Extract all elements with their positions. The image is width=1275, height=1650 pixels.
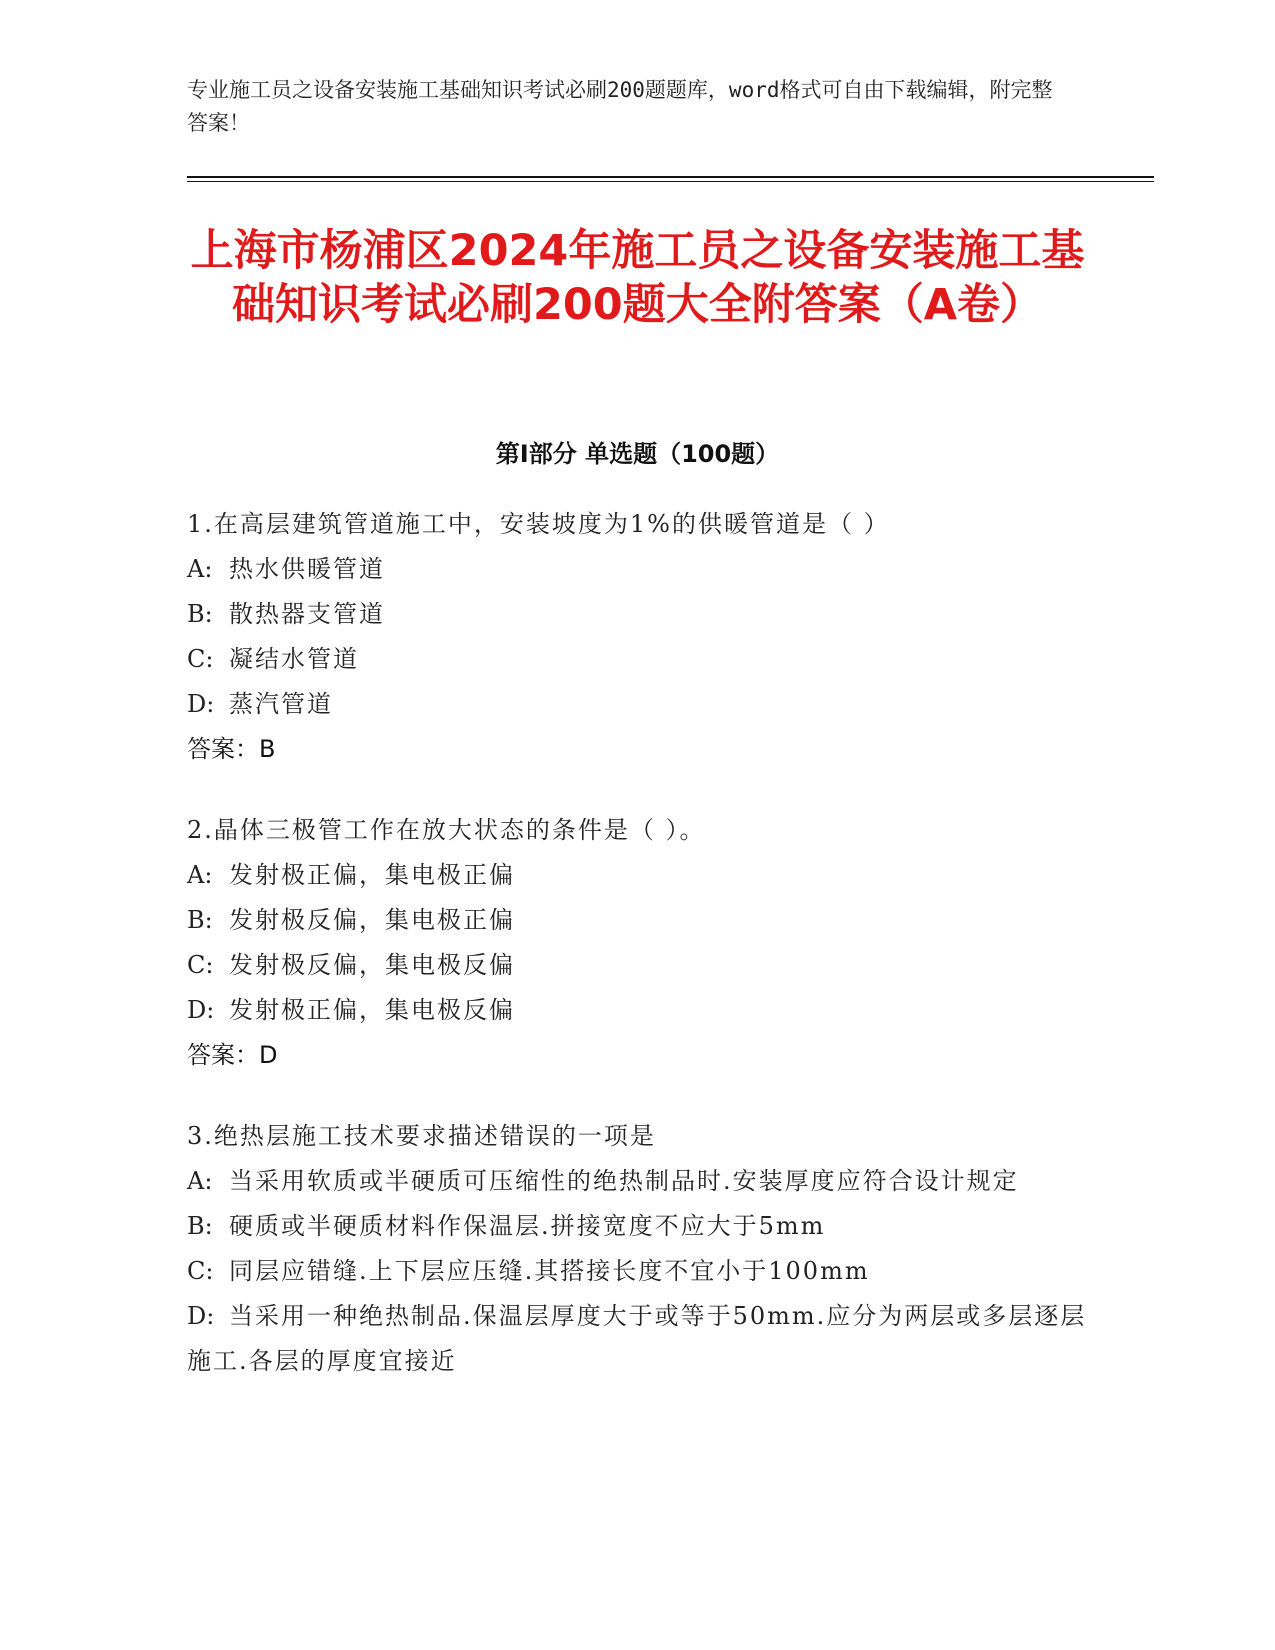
option-text: 发射极反偏，集电极正偏 <box>229 906 515 934</box>
option-a <box>187 853 1087 898</box>
option-text: 蒸汽管道 <box>229 690 333 718</box>
option-text: 当采用软质或半硬质可压缩性的绝热制品时.安装厚度应符合设计规定 <box>229 1167 1019 1195</box>
option-d <box>187 682 1087 727</box>
option-key: D: <box>187 690 215 718</box>
question-stem: 1.在高层建筑管道施工中，安装坡度为1%的供暖管道是（ ） <box>187 510 890 538</box>
option-text: 硬质或半硬质材料作保温层.拼接宽度不应大于5mm <box>229 1212 826 1240</box>
question-2 <box>187 808 1087 1078</box>
option-key: D: <box>187 996 215 1024</box>
header-note: 专业施工员之设备安装施工基础知识考试必刷200题题库，word格式可自由下载编辑，附完整答案！ <box>187 78 1053 135</box>
option-d <box>187 1294 1087 1384</box>
option-text: 散热器支管道 <box>229 600 385 628</box>
option-key: B: <box>187 906 213 934</box>
option-key: B: <box>187 600 213 628</box>
option-b <box>187 898 1087 943</box>
option-b <box>187 592 1087 637</box>
option-text: 发射极反偏，集电极反偏 <box>229 951 515 979</box>
header-rule-thick <box>187 176 1154 178</box>
answer: 答案：D <box>187 1041 278 1069</box>
option-text: 发射极正偏，集电极反偏 <box>229 996 515 1024</box>
option-a <box>187 547 1087 592</box>
header-rule-thin <box>187 181 1154 182</box>
option-key: C: <box>187 951 214 979</box>
option-key: C: <box>187 1257 214 1285</box>
question-1 <box>187 502 1087 772</box>
option-text: 同层应错缝.上下层应压缝.其搭接长度不宜小于100mm <box>229 1257 870 1285</box>
option-b <box>187 1204 1087 1249</box>
question-stem: 2.晶体三极管工作在放大状态的条件是（ ）。 <box>187 816 706 844</box>
question-stem: 3.绝热层施工技术要求描述错误的一项是 <box>187 1122 656 1150</box>
option-a <box>187 1159 1087 1204</box>
option-key: C: <box>187 645 214 673</box>
option-key: A: <box>187 555 213 583</box>
option-text: 热水供暖管道 <box>229 555 385 583</box>
option-d <box>187 988 1087 1033</box>
option-c <box>187 943 1087 988</box>
option-text: 当采用一种绝热制品.保温层厚度大于或等于50mm.应分为两层或多层逐层施工.各层的厚度宜接近 <box>187 1302 1087 1375</box>
answer: 答案：B <box>187 735 276 763</box>
option-key: A: <box>187 1167 213 1195</box>
option-key: D: <box>187 1302 215 1330</box>
section-title: 第I部分 单选题（100题） <box>495 440 780 468</box>
option-text: 凝结水管道 <box>229 645 359 673</box>
option-text: 发射极正偏，集电极正偏 <box>229 861 515 889</box>
option-c <box>187 637 1087 682</box>
option-c <box>187 1249 1087 1294</box>
question-3 <box>187 1114 1087 1384</box>
document-title: 上海市杨浦区2024年施工员之设备安装施工基础知识考试必刷200题大全附答案（A卷） <box>190 226 1085 330</box>
option-key: B: <box>187 1212 213 1240</box>
option-key: A: <box>187 861 213 889</box>
